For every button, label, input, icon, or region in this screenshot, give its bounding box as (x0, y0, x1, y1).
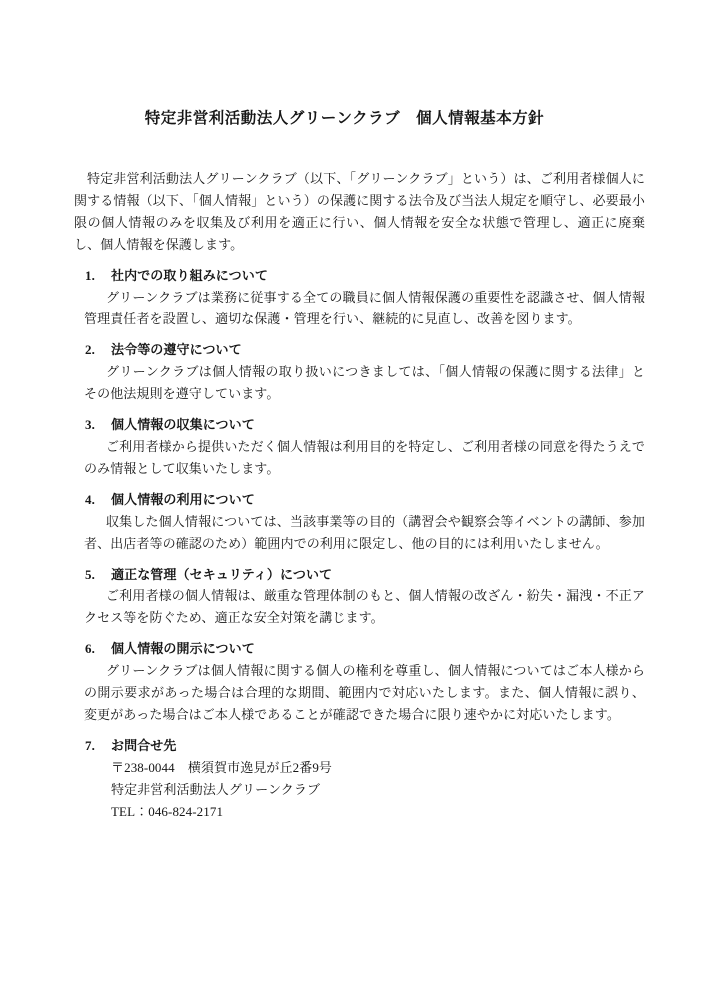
section-number: 3. (85, 417, 95, 433)
section-body: ご利用者様の個人情報は、厳重な管理体制のもと、個人情報の改ざん・紛失・漏洩・不正アクセス等を防ぐため、適正な安全対策を講じます。 (84, 588, 645, 626)
section-usage (74, 489, 645, 555)
section-heading (74, 265, 645, 287)
document-title: 特定非営利活動法人グリーンクラブ 個人情報基本方針 (144, 110, 545, 127)
section-collection (74, 414, 645, 480)
section-heading-label: 個人情報の開示について (111, 641, 255, 657)
contact-phone: TEL：046-824-2171 (111, 803, 224, 819)
section-heading-label: お問合せ先 (111, 737, 177, 753)
section-number: 7. (85, 737, 95, 753)
section-number: 2. (85, 342, 95, 358)
section-heading-label: 法令等の遵守について (111, 342, 242, 358)
section-disclosure (74, 638, 645, 726)
section-heading-label: 適正な管理（セキュリティ）について (111, 566, 333, 582)
contact-org-name: 特定非営利活動法人グリーンクラブ (111, 781, 321, 797)
section-internal-efforts (74, 265, 645, 331)
section-number: 6. (85, 641, 95, 657)
section-number: 4. (85, 491, 95, 507)
section-heading (74, 414, 645, 436)
section-security (74, 564, 645, 630)
section-body: グリーンクラブは個人情報に関する個人の権利を尊重し、個人情報についてはご本人様からの開示要求があった場合は合理的な期間、範囲内で対応いたします。また、個人情報に誤り、変更があった場合はご本人様であることが確認できた場合に限り速やかに対応いたします。 (84, 663, 645, 722)
section-heading (74, 489, 645, 511)
section-legal-compliance (74, 339, 645, 405)
intro-paragraph: 特定非営利活動法人グリーンクラブ（以下、「グリーンクラブ」という）は、ご利用者様個人に関する情報（以下、「個人情報」という）の保護に関する法令及び当法人規定を順守し、必要最小限の個人情報のみを収集及び利用を適正に行い、個人情報を安全な状態で管理し、適正に廃棄し、個人情報を保護します。 (74, 171, 645, 252)
section-heading (74, 638, 645, 660)
section-heading (74, 339, 645, 361)
section-body: ご利用者様から提供いただく個人情報は利用目的を特定し、ご利用者様の同意を得たうえでのみ情報として収集いたします。 (84, 438, 645, 476)
contact-address: 〒238-0044 横須賀市逸見が丘2番9号 (111, 759, 333, 775)
section-contact (74, 735, 645, 823)
section-number: 5. (85, 566, 95, 582)
section-heading-label: 個人情報の利用について (111, 491, 255, 507)
section-heading (74, 564, 645, 586)
section-body: グリーンクラブは個人情報の取り扱いにつきましては、「個人情報の保護に関する法律」とその他法規則を遵守しています。 (84, 364, 645, 402)
section-heading-label: 個人情報の収集について (111, 417, 255, 433)
section-heading (74, 735, 645, 757)
section-heading-label: 社内での取り組みについて (111, 267, 268, 283)
section-number: 1. (85, 267, 95, 283)
section-body: グリーンクラブは業務に従事する全ての職員に個人情報保護の重要性を認識させ、個人情報管理責任者を設置し、適切な保護・管理を行い、継続的に見直し、改善を図ります。 (84, 289, 645, 327)
document-content (74, 0, 645, 822)
section-body: 収集した個人情報については、当該事業等の目的（講習会や観察会等イベントの講師、参加者、出店者等の確認のため）範囲内での利用に限定し、他の目的には利用いたしません。 (84, 513, 645, 551)
